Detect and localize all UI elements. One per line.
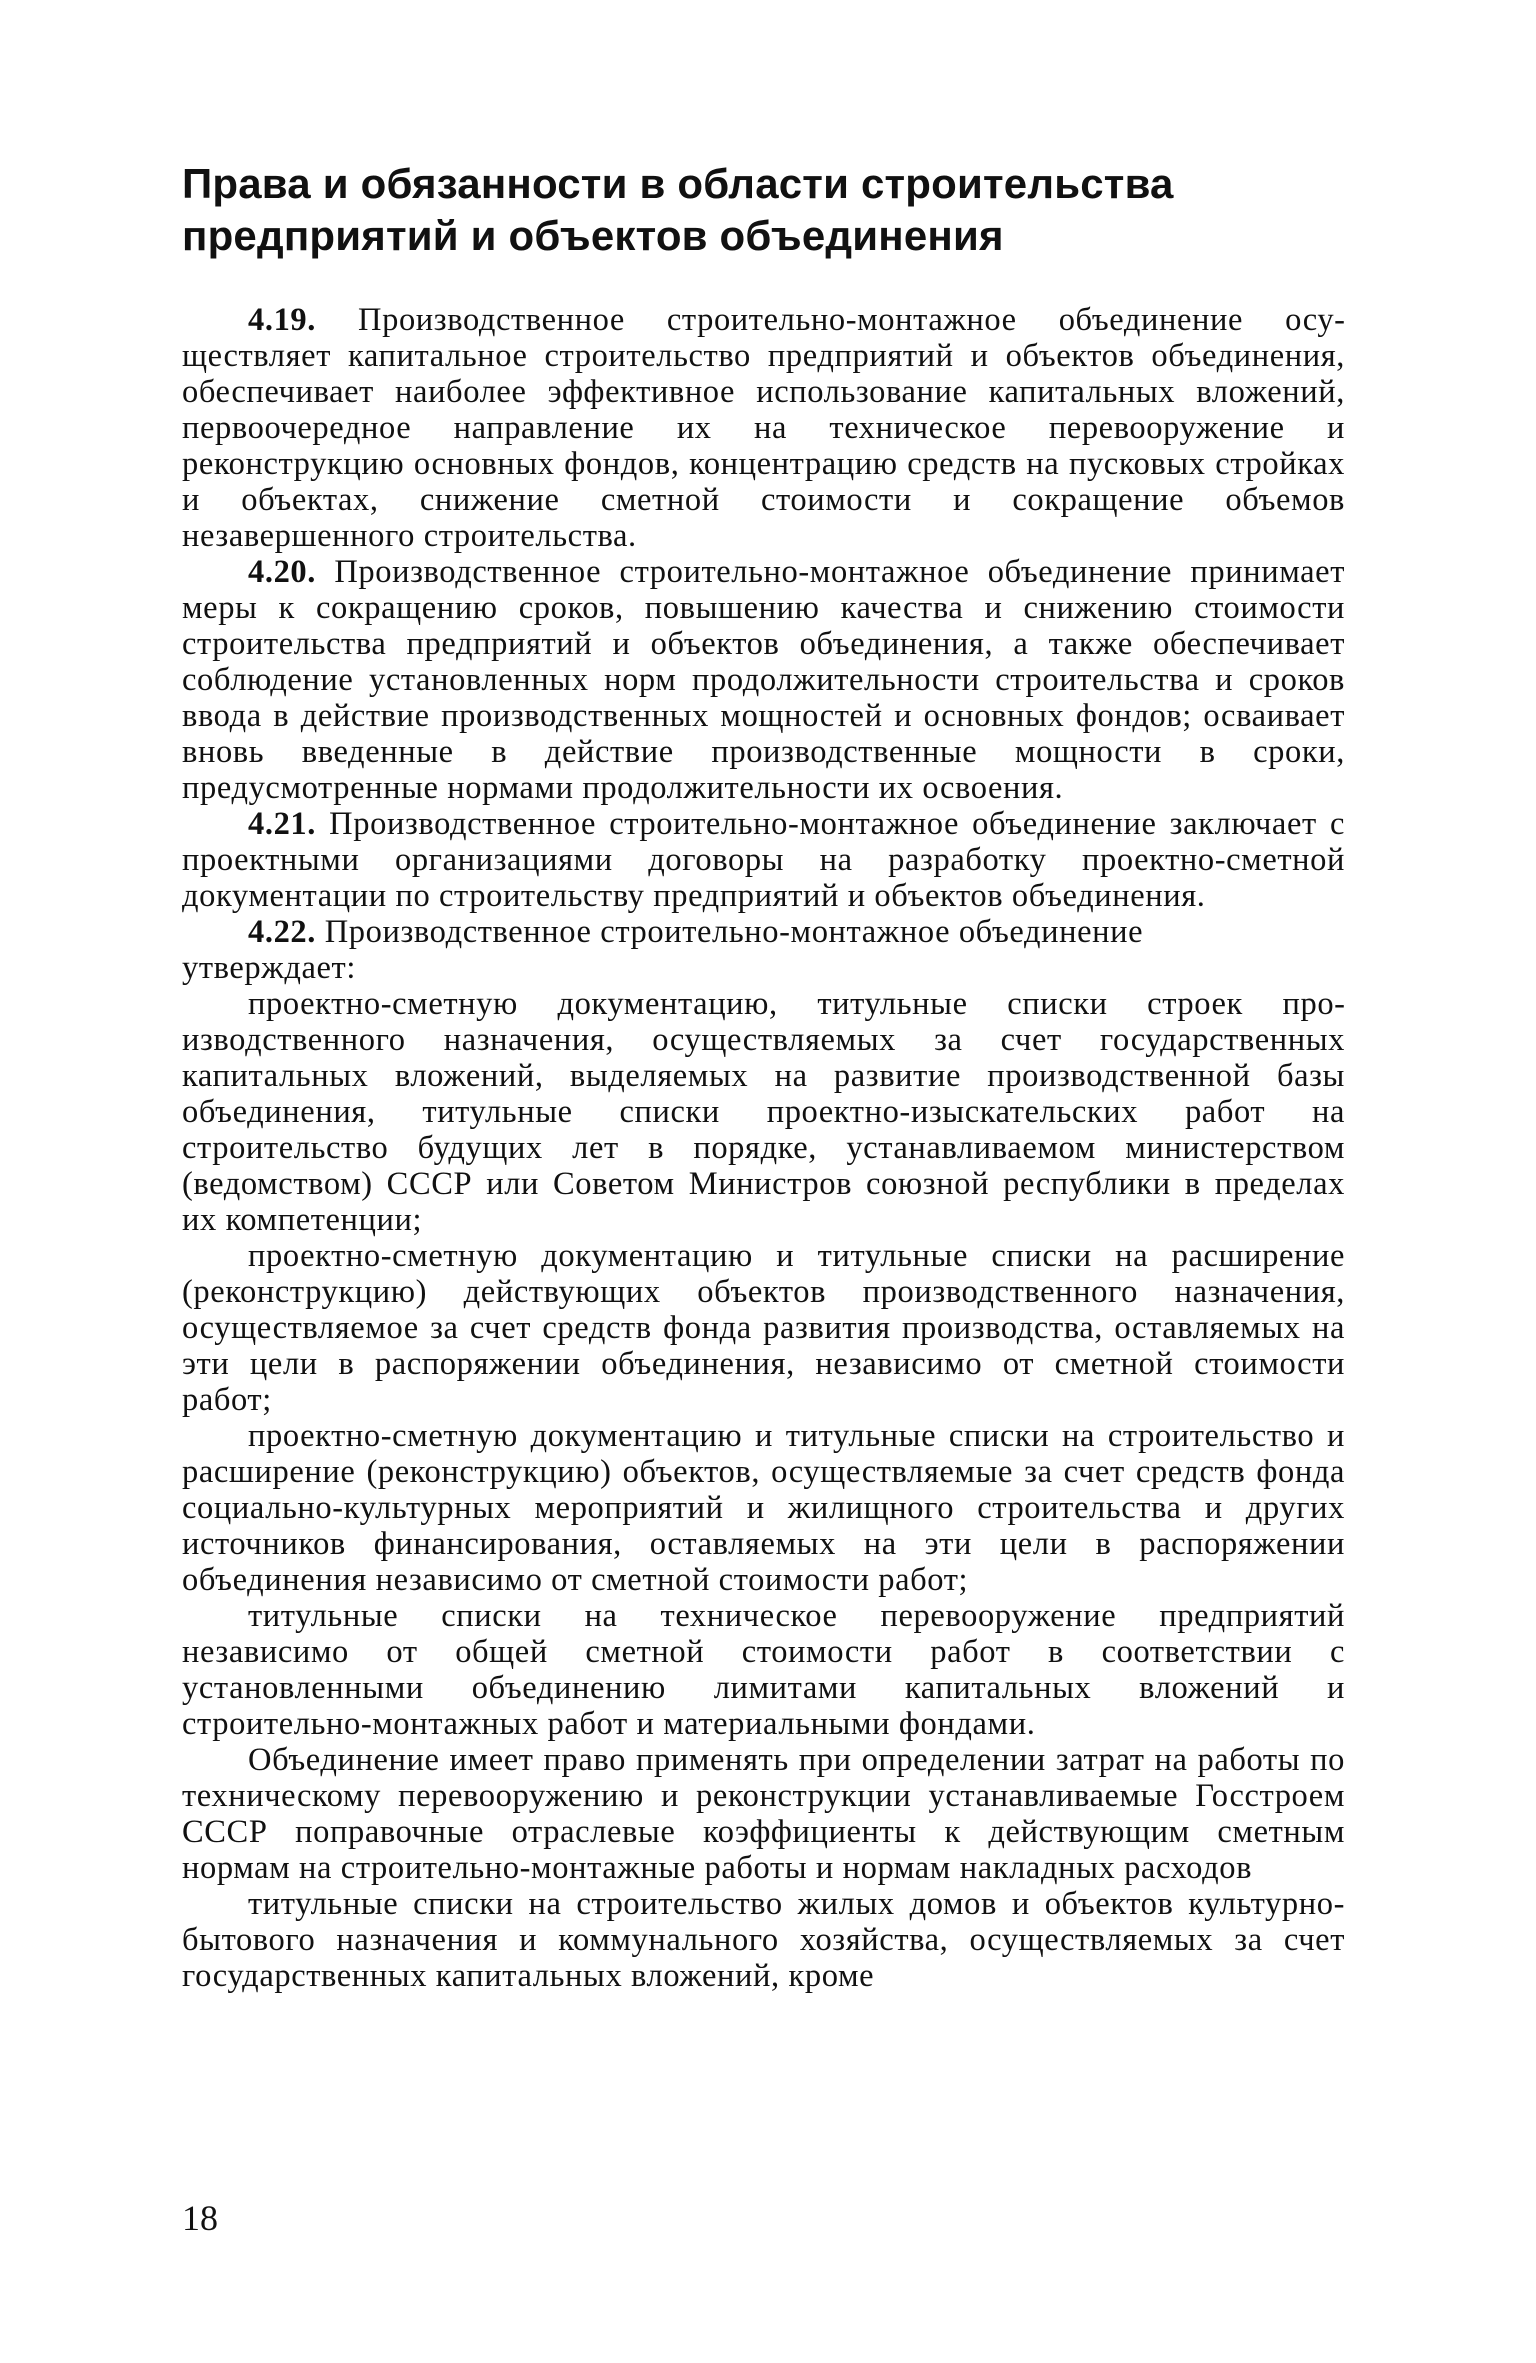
paragraph-text: Производственное строительно-монтажное объединение заключает с проектными организациями договоры на разработку проектно-сметной документации по строительству предприятий и объектов объединения. bbox=[182, 806, 1345, 914]
page-number: 18 bbox=[182, 2198, 218, 2238]
clause-number: 4.19. bbox=[248, 302, 316, 338]
clause-number: 4.20. bbox=[248, 554, 316, 590]
section-heading-line-2: предприятий и объектов объединения bbox=[182, 212, 1004, 259]
paragraph-text: Производственное строительно-монтажное объединение принимает меры к сокращению сроков, повышению качества и снижению стоимости строительства предприятий и объектов объединения, а также обеспечивает соблюдение установленных норм продолжительности строительства и сроков ввода в действие производственных мощностей и основных фондов; осваивает вновь введенные в действие производственные мощности в сроки, предусмотренные нормами продолжительности их освоения. bbox=[182, 554, 1345, 806]
paragraph-continuation: утверждает: bbox=[182, 950, 356, 986]
list-item: проектно-сметную документацию, титульные списки строек производственного назначения, осуществляемых за счет государственных капитальных вложений, выделяемых на развитие производственной базы объединения, титульные списки проектно-изыскательских работ на строительство будущих лет в порядке, устанавливаемом министерством (ведомством) СССР или Советом Министров союзной республики в пределах их компетенции; bbox=[182, 986, 1345, 1238]
clause-number: 4.21. bbox=[248, 806, 316, 842]
list-item: проектно-сметную документацию и титульные списки на строительство и расширение (реконструкцию) объектов, осуществляемые за счет средств фонда социально-культурных мероприятий и жилищного строительства и других источников финансирования, оставляемых на эти цели в распоряжении объединения независимо от сметной стоимости работ; bbox=[182, 1418, 1345, 1598]
paragraph-text: Производственное строительно-монтажное объединение осуществляет капитальное строительство предприятий и объектов объединения, обеспечивает наиболее эффективное использование капитальных вложений, первоочередное направление их на техническое перевооружение и реконструкцию основных фондов, концентрацию средств на пусковых стройках и объектах, снижение сметной стоимости и сокращение объемов незавершенного строительства. bbox=[182, 302, 1345, 554]
clause-number: 4.22. bbox=[248, 914, 316, 950]
paragraph-4-22 bbox=[182, 914, 1345, 950]
paragraph-4-19 bbox=[182, 302, 1345, 554]
section-heading-line-1: Права и обязанности в области строительства bbox=[182, 160, 1174, 207]
body-text bbox=[182, 302, 1345, 1994]
list-item: Объединение имеет право применять при определении затрат на работы по техническому перевооружению и реконструкции устанавливаемые Госстроем СССР поправочные отраслевые коэффициенты к действующим сметным нормам на строительно-монтажные работы и нормам накладных расходов bbox=[182, 1742, 1345, 1886]
list-item: титульные списки на строительство жилых домов и объектов культурно-бытового назначения и коммунального хозяйства, осуществляемых за счет государственных капитальных вложений, кроме bbox=[182, 1886, 1345, 1994]
paragraph-4-20 bbox=[182, 554, 1345, 806]
list-item: титульные списки на техническое перевооружение предприятий независимо от общей сметной стоимости работ в соответствии с установленными объединению лимитами капитальных вложений и строительно-монтажных работ и материальными фондами. bbox=[182, 1598, 1345, 1742]
list-item: проектно-сметную документацию и титульные списки на расширение (реконструкцию) действующих объектов производственного назначения, осуществляемое за счет средств фонда развития производства, оставляемых на эти цели в распоряжении объединения, независимо от сметной стоимости работ; bbox=[182, 1238, 1345, 1418]
paragraph-4-21 bbox=[182, 806, 1345, 914]
section-heading bbox=[182, 158, 1342, 262]
paragraph-text: Производственное строительно-монтажное объединение bbox=[316, 914, 1144, 950]
